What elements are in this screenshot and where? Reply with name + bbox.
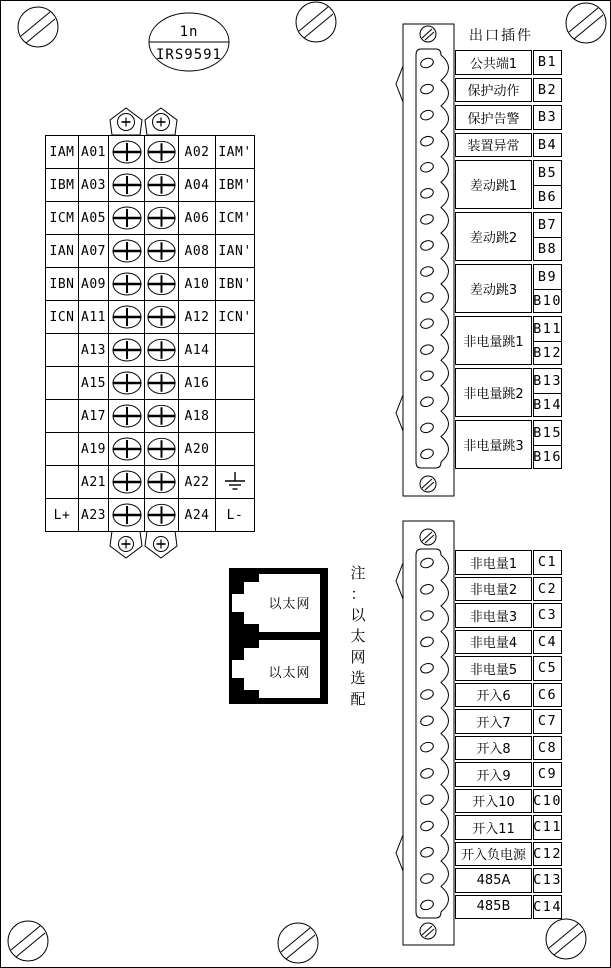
terminal-left-label: IBN	[46, 268, 79, 301]
input-label: 非电量5	[455, 656, 532, 681]
terminal-screw-icon	[110, 433, 144, 465]
pin-hole-icon	[419, 239, 434, 252]
terminal-code: A14	[179, 334, 216, 367]
terminal-code: A11	[79, 301, 109, 334]
ethernet-note-char: 配	[350, 690, 366, 708]
terminal-screw-cell	[145, 268, 179, 301]
terminal-code: A03	[79, 169, 109, 202]
corner-screw-icon	[546, 919, 586, 959]
input-code: C8	[533, 736, 562, 761]
terminal-code: A05	[79, 202, 109, 235]
input-code: C10	[533, 789, 562, 814]
terminal-screw-cell	[109, 466, 145, 499]
pin-hole-icon	[419, 872, 434, 885]
terminal-block-table	[45, 135, 255, 532]
nameplate-top-label: 1n	[179, 24, 199, 40]
terminal-code: A08	[179, 235, 216, 268]
input-code: C14	[533, 895, 562, 920]
terminal-code: A10	[179, 268, 216, 301]
terminal-code: A21	[79, 466, 109, 499]
input-code: C11	[533, 815, 562, 840]
input-connector-body	[396, 521, 454, 945]
terminal-screw-icon	[110, 301, 144, 333]
corner-screw-icon	[566, 3, 606, 43]
ethernet-note-char: 注	[350, 564, 366, 582]
terminal-screw-icon	[110, 499, 144, 531]
terminal-right-label: IBN'	[216, 268, 255, 301]
terminal-right-label: IBM'	[216, 169, 255, 202]
pin-hole-icon	[419, 583, 434, 596]
pin-hole-icon	[419, 899, 434, 912]
outlet-code: B14	[533, 393, 562, 418]
outlet-code: B6	[533, 185, 562, 210]
pin-hole-icon	[419, 57, 434, 70]
terminal-right-label	[216, 334, 255, 367]
terminal-screw-cell	[109, 136, 145, 169]
input-code: C3	[533, 603, 562, 628]
pin-hole-icon	[419, 846, 434, 859]
input-code: C9	[533, 762, 562, 787]
terminal-screw-icon	[110, 334, 144, 366]
ethernet-jack-block	[229, 568, 328, 704]
terminal-right-label: ICM'	[216, 202, 255, 235]
outlet-code: B15	[533, 420, 562, 446]
terminal-code: A06	[179, 202, 216, 235]
terminal-right-label: ICN'	[216, 301, 255, 334]
terminal-screw-icon	[110, 169, 144, 201]
terminal-left-label: IAM	[46, 136, 79, 169]
input-label: 开入10	[455, 789, 532, 814]
terminal-screw-cell	[145, 466, 179, 499]
terminal-code: A04	[179, 169, 216, 202]
input-label: 开入9	[455, 762, 532, 787]
terminal-screw-cell	[109, 367, 145, 400]
outlet-label: 非电量跳3	[455, 420, 532, 469]
pin-hole-icon	[419, 213, 434, 226]
nameplate-model-label: IRS9591	[155, 47, 222, 63]
terminal-code: A16	[179, 367, 216, 400]
terminal-right-label: L-	[216, 499, 255, 532]
outlet-label: 非电量跳1	[455, 316, 532, 365]
outlet-label: 差动跳1	[455, 160, 532, 209]
terminal-screw-cell	[109, 235, 145, 268]
terminal-code: A13	[79, 334, 109, 367]
terminal-right-label	[216, 433, 255, 466]
input-label: 485A	[455, 868, 532, 893]
terminal-left-label	[46, 466, 79, 499]
input-label: 开入7	[455, 709, 532, 734]
pin-hole-icon	[419, 317, 434, 330]
input-label: 开入负电源	[455, 842, 532, 867]
input-code: C12	[533, 842, 562, 867]
outlet-connector-title: 出口插件	[469, 28, 533, 44]
pin-hole-icon	[419, 793, 434, 806]
terminal-screw-cell	[145, 367, 179, 400]
pin-hole-icon	[419, 688, 434, 701]
outlet-connector-body	[396, 24, 454, 496]
outlet-code: B4	[533, 133, 562, 158]
terminal-left-label	[46, 334, 79, 367]
terminal-screw-icon	[145, 367, 178, 399]
terminal-code: A01	[79, 136, 109, 169]
terminal-screw-cell	[145, 499, 179, 532]
terminal-screw-icon	[145, 136, 178, 168]
terminal-code: A22	[179, 466, 216, 499]
ethernet-note-char: 网	[350, 648, 366, 666]
terminal-screw-cell	[145, 433, 179, 466]
outlet-label: 保护动作	[455, 78, 532, 103]
corner-screw-icon	[8, 921, 48, 961]
corner-screw-icon	[296, 2, 336, 42]
terminal-screw-cell	[109, 268, 145, 301]
outlet-code: B16	[533, 445, 562, 470]
connector-screw-icon	[420, 529, 436, 545]
pin-hole-icon	[419, 265, 434, 278]
terminal-screw-icon	[145, 235, 178, 267]
terminal-code: A19	[79, 433, 109, 466]
terminal-screw-cell	[145, 400, 179, 433]
terminal-screw-cell	[145, 235, 179, 268]
pin-hole-icon	[419, 343, 434, 356]
terminal-code: A09	[79, 268, 109, 301]
terminal-screw-cell	[109, 433, 145, 466]
pin-hole-icon	[419, 187, 434, 200]
pin-hole-icon	[419, 448, 434, 461]
mounting-screw-icon	[110, 531, 142, 558]
ethernet-note-char: ：	[350, 585, 366, 603]
terminal-code: A07	[79, 235, 109, 268]
connector-screw-icon	[420, 26, 436, 42]
outlet-code: B9	[533, 264, 562, 290]
outlet-label: 差动跳2	[455, 212, 532, 261]
pin-hole-icon	[419, 369, 434, 382]
input-label: 开入11	[455, 815, 532, 840]
pin-hole-icon	[419, 741, 434, 754]
terminal-screw-cell	[145, 202, 179, 235]
ethernet-note	[346, 563, 370, 710]
pin-hole-icon	[419, 135, 434, 148]
terminal-ground-cell	[216, 466, 255, 499]
terminal-screw-icon	[110, 268, 144, 300]
outlet-code: B2	[533, 78, 562, 103]
pin-hole-icon	[419, 109, 434, 122]
terminal-screw-cell	[109, 169, 145, 202]
terminal-code: A02	[179, 136, 216, 169]
terminal-screw-icon	[110, 367, 144, 399]
terminal-right-label	[216, 400, 255, 433]
input-label: 非电量1	[455, 550, 532, 575]
ethernet-note-char: 以	[350, 606, 366, 624]
ethernet-ports-art	[229, 568, 328, 704]
input-code: C6	[533, 683, 562, 708]
input-code: C1	[533, 550, 562, 575]
mounting-screw-icon	[145, 531, 177, 558]
terminal-screw-icon	[145, 268, 178, 300]
input-code: C7	[533, 709, 562, 734]
terminal-left-label: IBM	[46, 169, 79, 202]
ethernet-port1-label: 以太网	[268, 597, 311, 612]
terminal-screw-icon	[145, 202, 178, 234]
terminal-left-label: ICN	[46, 301, 79, 334]
pin-hole-icon	[419, 609, 434, 622]
terminal-right-label	[216, 367, 255, 400]
pin-hole-icon	[419, 557, 434, 570]
pin-hole-icon	[419, 636, 434, 649]
outlet-label: 非电量跳2	[455, 368, 532, 417]
terminal-screw-icon	[145, 301, 178, 333]
pin-hole-icon	[419, 662, 434, 675]
terminal-screw-icon	[145, 466, 178, 498]
input-label: 非电量4	[455, 630, 532, 655]
terminal-left-label: IAN	[46, 235, 79, 268]
outlet-label: 差动跳3	[455, 264, 532, 313]
input-label: 非电量2	[455, 577, 532, 602]
terminal-code: A23	[79, 499, 109, 532]
outlet-code: B12	[533, 341, 562, 366]
terminal-screw-cell	[109, 499, 145, 532]
mounting-screw-icon	[110, 108, 142, 135]
outlet-code: B3	[533, 105, 562, 130]
terminal-screw-cell	[109, 400, 145, 433]
terminal-screw-icon	[110, 400, 144, 432]
terminal-screw-icon	[145, 169, 178, 201]
terminal-right-label: IAM'	[216, 136, 255, 169]
input-label: 485B	[455, 895, 532, 920]
terminal-left-label	[46, 400, 79, 433]
terminal-code: A12	[179, 301, 216, 334]
terminal-left-label	[46, 367, 79, 400]
terminal-screw-cell	[145, 301, 179, 334]
terminal-screw-icon	[145, 433, 178, 465]
connector-screw-icon	[420, 476, 436, 492]
outlet-code: B10	[533, 289, 562, 314]
pin-hole-icon	[419, 715, 434, 728]
terminal-screw-icon	[110, 466, 144, 498]
pin-hole-icon	[419, 395, 434, 408]
terminal-code: A15	[79, 367, 109, 400]
outlet-code: B5	[533, 160, 562, 186]
terminal-screw-cell	[145, 136, 179, 169]
pin-hole-icon	[419, 291, 434, 304]
ground-icon	[222, 470, 248, 494]
connector-screw-icon	[420, 923, 436, 939]
input-code: C13	[533, 868, 562, 893]
input-label: 开入6	[455, 683, 532, 708]
terminal-screw-cell	[145, 169, 179, 202]
terminal-screw-cell	[109, 301, 145, 334]
corner-screw-icon	[278, 923, 318, 963]
terminal-screw-icon	[145, 499, 178, 531]
terminal-code: A17	[79, 400, 109, 433]
outlet-label: 保护告警	[455, 105, 532, 130]
input-code: C4	[533, 630, 562, 655]
terminal-screw-cell	[145, 334, 179, 367]
pin-hole-icon	[419, 422, 434, 435]
pin-hole-icon	[419, 83, 434, 96]
ethernet-note-char: 选	[350, 669, 366, 687]
pin-hole-icon	[419, 767, 434, 780]
terminal-screw-cell	[109, 334, 145, 367]
outlet-label: 装置异常	[455, 133, 532, 158]
terminal-screw-icon	[145, 400, 178, 432]
mounting-screw-icon	[145, 108, 177, 135]
ethernet-port2-label: 以太网	[268, 666, 311, 681]
terminal-screw-cell	[109, 202, 145, 235]
terminal-code: A18	[179, 400, 216, 433]
outlet-label: 公共端1	[455, 50, 532, 75]
input-code: C2	[533, 577, 562, 602]
outlet-code: B8	[533, 237, 562, 262]
terminal-code: A20	[179, 433, 216, 466]
pin-hole-icon	[419, 820, 434, 833]
outlet-code: B13	[533, 368, 562, 394]
terminal-right-label: IAN'	[216, 235, 255, 268]
terminal-left-label	[46, 433, 79, 466]
input-label: 开入8	[455, 736, 532, 761]
corner-screw-icon	[18, 7, 58, 47]
outlet-code: B1	[533, 50, 562, 75]
terminal-screw-icon	[110, 202, 144, 234]
terminal-left-label: ICM	[46, 202, 79, 235]
terminal-screw-icon	[145, 334, 178, 366]
terminal-screw-icon	[110, 235, 144, 267]
input-label: 非电量3	[455, 603, 532, 628]
ethernet-note-char: 太	[350, 627, 366, 645]
terminal-code: A24	[179, 499, 216, 532]
outlet-code: B7	[533, 212, 562, 238]
pin-hole-icon	[419, 161, 434, 174]
outlet-code: B11	[533, 316, 562, 342]
terminal-screw-icon	[110, 136, 144, 168]
input-code: C5	[533, 656, 562, 681]
terminal-left-label: L+	[46, 499, 79, 532]
